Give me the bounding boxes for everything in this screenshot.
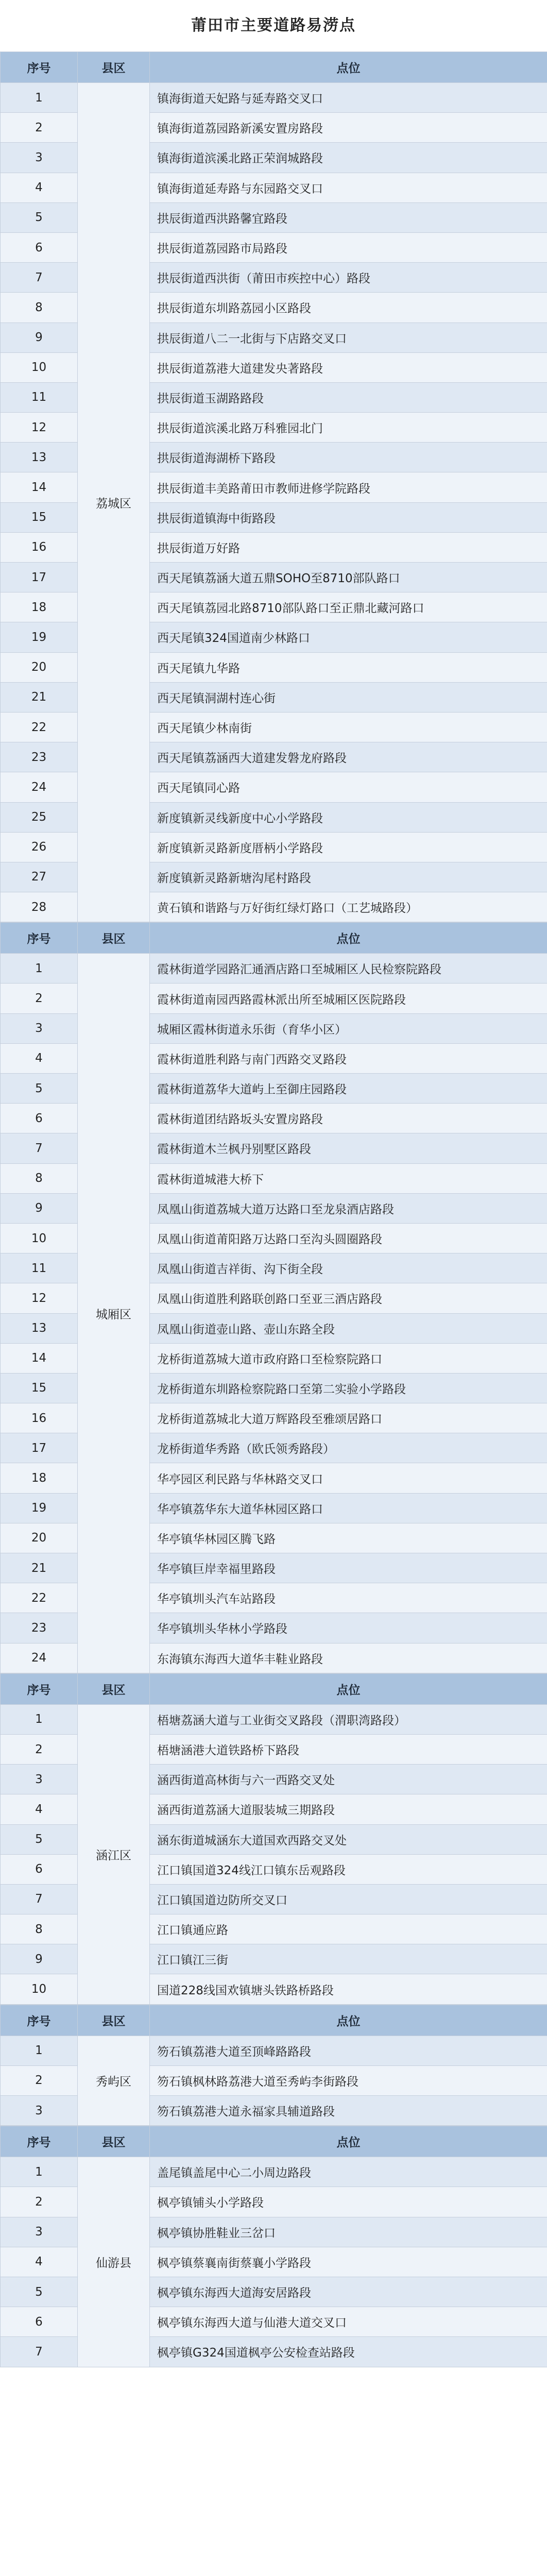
location-cell: 西天尾镇324国道南少林路口 (150, 622, 547, 652)
location-cell: 霞林街道荔华大道屿上至御庄园路段 (150, 1074, 547, 1104)
location-cell: 江口镇江三街 (150, 1944, 547, 1974)
page-title: 莆田市主要道路易涝点 (191, 16, 356, 35)
location-cell: 拱辰街道玉湖路路段 (150, 382, 547, 412)
serial-number-cell: 19 (1, 622, 78, 652)
location-cell: 新度镇新灵路新塘沟尾村路段 (150, 862, 547, 892)
location-cell: 笏石镇荔港大道永福家具辅道路段 (150, 2096, 547, 2126)
location-cell: 笏石镇荔港大道至顶峰路路段 (150, 2036, 547, 2065)
serial-number-cell: 21 (1, 1553, 78, 1583)
serial-number-cell: 15 (1, 1373, 78, 1403)
location-cell: 拱辰街道荔港大道建发央著路段 (150, 352, 547, 382)
serial-number-cell: 23 (1, 742, 78, 772)
serial-number-cell: 16 (1, 1403, 78, 1433)
location-cell: 霞林街道城港大桥下 (150, 1163, 547, 1193)
serial-number-cell: 4 (1, 2247, 78, 2277)
waterlogging-table-container (0, 52, 547, 2367)
location-cell: 梧塘荔涵大道与工业街交叉路段（渭职湾路段） (150, 1704, 547, 1734)
serial-number-cell: 9 (1, 1944, 78, 1974)
location-cell: 西天尾镇荔涵大道五鼎SOHO至8710部队路口 (150, 563, 547, 592)
serial-number-cell: 23 (1, 1613, 78, 1643)
serial-number-cell: 24 (1, 772, 78, 802)
location-cell: 涵西街道荔涵大道服装城三期路段 (150, 1794, 547, 1824)
serial-number-cell: 2 (1, 2187, 78, 2217)
serial-number-cell: 7 (1, 1884, 78, 1914)
serial-number-cell: 8 (1, 1163, 78, 1193)
location-cell: 盖尾镇盖尾中心二小周边路段 (150, 2157, 547, 2187)
table-row (1, 2157, 547, 2187)
location-cell: 城厢区霞林街道永乐街（育华小区） (150, 1013, 547, 1043)
location-cell: 凤凰山街道壶山路、壶山东路全段 (150, 1313, 547, 1343)
serial-number-cell: 14 (1, 1343, 78, 1373)
table-header-row (1, 2005, 547, 2036)
location-cell: 江口镇通应路 (150, 1914, 547, 1944)
header-serial-number: 序号 (1, 52, 78, 83)
location-cell: 拱辰街道镇海中街路段 (150, 502, 547, 532)
serial-number-cell: 14 (1, 472, 78, 502)
district-table (0, 2005, 547, 2126)
header-serial-number: 序号 (1, 2005, 78, 2036)
serial-number-cell: 4 (1, 1794, 78, 1824)
location-cell: 西天尾镇九华路 (150, 652, 547, 682)
serial-number-cell: 9 (1, 1193, 78, 1223)
serial-number-cell: 5 (1, 1074, 78, 1104)
serial-number-cell: 13 (1, 443, 78, 472)
district-cell: 城厢区 (78, 954, 150, 1673)
serial-number-cell: 22 (1, 1583, 78, 1613)
location-cell: 拱辰街道八二一北街与下店路交叉口 (150, 323, 547, 352)
serial-number-cell: 8 (1, 293, 78, 323)
location-cell: 凤凰山街道荔城大道万达路口至龙泉酒店路段 (150, 1193, 547, 1223)
serial-number-cell: 7 (1, 263, 78, 293)
location-cell: 拱辰街道滨溪北路万科雅园北门 (150, 413, 547, 443)
serial-number-cell: 16 (1, 532, 78, 562)
serial-number-cell: 7 (1, 1133, 78, 1163)
serial-number-cell: 9 (1, 323, 78, 352)
header-district: 县区 (78, 2005, 150, 2036)
location-cell: 东海镇东海西大道华丰鞋业路段 (150, 1643, 547, 1673)
location-cell: 龙桥街道东圳路检察院路口至第二实验小学路段 (150, 1373, 547, 1403)
serial-number-cell: 2 (1, 1734, 78, 1764)
serial-number-cell: 6 (1, 232, 78, 262)
header-district: 县区 (78, 923, 150, 954)
header-location: 点位 (150, 923, 547, 954)
location-cell: 霞林街道木兰枫丹别墅区路段 (150, 1133, 547, 1163)
serial-number-cell: 25 (1, 802, 78, 832)
location-cell: 枫亭镇铺头小学路段 (150, 2187, 547, 2217)
location-cell: 华亭镇圳头华林小学路段 (150, 1613, 547, 1643)
serial-number-cell: 1 (1, 954, 78, 984)
location-cell: 华亭镇圳头汽车站路段 (150, 1583, 547, 1613)
table-header-row (1, 52, 547, 83)
header-serial-number: 序号 (1, 2126, 78, 2157)
serial-number-cell: 5 (1, 202, 78, 232)
location-cell: 新度镇新灵路新度厝柄小学路段 (150, 832, 547, 862)
header-location: 点位 (150, 2126, 547, 2157)
serial-number-cell: 15 (1, 502, 78, 532)
header-location: 点位 (150, 1673, 547, 1704)
serial-number-cell: 2 (1, 113, 78, 143)
location-cell: 龙桥街道荔城大道市政府路口至检察院路口 (150, 1343, 547, 1373)
serial-number-cell: 10 (1, 352, 78, 382)
serial-number-cell: 10 (1, 1223, 78, 1253)
location-cell: 华亭镇巨岸幸福里路段 (150, 1553, 547, 1583)
serial-number-cell: 24 (1, 1643, 78, 1673)
serial-number-cell: 8 (1, 1914, 78, 1944)
district-table (0, 1673, 547, 2005)
location-cell: 凤凰山街道莆阳路万达路口至沟头圆圈路段 (150, 1223, 547, 1253)
location-cell: 西天尾镇荔涵西大道建发磐龙府路段 (150, 742, 547, 772)
location-cell: 西天尾镇同心路 (150, 772, 547, 802)
district-table (0, 2126, 547, 2367)
location-cell: 拱辰街道丰美路莆田市教师进修学院路段 (150, 472, 547, 502)
district-table (0, 922, 547, 1673)
header-serial-number: 序号 (1, 923, 78, 954)
location-cell: 拱辰街道西洪路馨宜路段 (150, 202, 547, 232)
serial-number-cell: 21 (1, 682, 78, 712)
district-cell: 秀屿区 (78, 2036, 150, 2126)
serial-number-cell: 7 (1, 2337, 78, 2367)
serial-number-cell: 22 (1, 712, 78, 742)
header-district: 县区 (78, 2126, 150, 2157)
serial-number-cell: 12 (1, 1283, 78, 1313)
location-cell: 笏石镇枫林路荔港大道至秀屿李街路段 (150, 2065, 547, 2095)
serial-number-cell: 1 (1, 83, 78, 113)
location-cell: 西天尾镇荔园北路8710部队路口至正鼎北藏河路口 (150, 592, 547, 622)
location-cell: 枫亭镇东海西大道海安居路段 (150, 2277, 547, 2307)
district-cell: 涵江区 (78, 1704, 150, 2004)
table-row (1, 954, 547, 984)
location-cell: 新度镇新灵线新度中心小学路段 (150, 802, 547, 832)
location-cell: 凤凰山街道吉祥街、沟下街全段 (150, 1253, 547, 1283)
header-district: 县区 (78, 52, 150, 83)
serial-number-cell: 26 (1, 832, 78, 862)
serial-number-cell: 11 (1, 382, 78, 412)
location-cell: 黄石镇和谐路与万好街红绿灯路口（工艺城路段） (150, 892, 547, 922)
serial-number-cell: 4 (1, 173, 78, 202)
location-cell: 江口镇国道324线江口镇东岳观路段 (150, 1854, 547, 1884)
header-serial-number: 序号 (1, 1673, 78, 1704)
location-cell: 国道228线国欢镇塘头铁路桥路段 (150, 1974, 547, 2004)
location-cell: 枫亭镇东海西大道与仙港大道交叉口 (150, 2307, 547, 2337)
location-cell: 拱辰街道海湖桥下路段 (150, 443, 547, 472)
serial-number-cell: 3 (1, 1765, 78, 1794)
location-cell: 江口镇国道边防所交叉口 (150, 1884, 547, 1914)
table-header-row (1, 1673, 547, 1704)
district-cell: 仙游县 (78, 2157, 150, 2367)
location-cell: 华亭镇荔华东大道华林园区路口 (150, 1493, 547, 1523)
serial-number-cell: 3 (1, 2217, 78, 2247)
serial-number-cell: 6 (1, 1854, 78, 1884)
location-cell: 霞林街道学园路汇通酒店路口至城厢区人民检察院路段 (150, 954, 547, 984)
serial-number-cell: 20 (1, 1523, 78, 1553)
location-cell: 镇海街道天妃路与延寿路交叉口 (150, 83, 547, 113)
location-cell: 镇海街道荔园路新溪安置房路段 (150, 113, 547, 143)
district-table (0, 52, 547, 922)
location-cell: 龙桥街道荔城北大道万辉路段至雅颂居路口 (150, 1403, 547, 1433)
serial-number-cell: 3 (1, 143, 78, 173)
location-cell: 枫亭镇G324国道枫亭公安检查站路段 (150, 2337, 547, 2367)
serial-number-cell: 18 (1, 1463, 78, 1493)
location-cell: 霞林街道南园西路霞林派出所至城厢区医院路段 (150, 984, 547, 1013)
serial-number-cell: 13 (1, 1313, 78, 1343)
location-cell: 拱辰街道荔园路市局路段 (150, 232, 547, 262)
table-header-row (1, 923, 547, 954)
serial-number-cell: 3 (1, 1013, 78, 1043)
serial-number-cell: 5 (1, 1824, 78, 1854)
serial-number-cell: 11 (1, 1253, 78, 1283)
serial-number-cell: 20 (1, 652, 78, 682)
serial-number-cell: 17 (1, 1433, 78, 1463)
table-row (1, 83, 547, 113)
location-cell: 凤凰山街道胜利路联创路口至亚三酒店路段 (150, 1283, 547, 1313)
serial-number-cell: 2 (1, 984, 78, 1013)
table-row (1, 2036, 547, 2065)
table-header-row (1, 2126, 547, 2157)
header-location: 点位 (150, 2005, 547, 2036)
location-cell: 霞林街道团结路坂头安置房路段 (150, 1104, 547, 1133)
location-cell: 西天尾镇少林南街 (150, 712, 547, 742)
serial-number-cell: 27 (1, 862, 78, 892)
serial-number-cell: 18 (1, 592, 78, 622)
header-location: 点位 (150, 52, 547, 83)
location-cell: 镇海街道延寿路与东园路交叉口 (150, 173, 547, 202)
location-cell: 华亭镇华林园区腾飞路 (150, 1523, 547, 1553)
serial-number-cell: 17 (1, 563, 78, 592)
serial-number-cell: 12 (1, 413, 78, 443)
location-cell: 华亭园区利民路与华林路交叉口 (150, 1463, 547, 1493)
serial-number-cell: 1 (1, 2036, 78, 2065)
serial-number-cell: 28 (1, 892, 78, 922)
location-cell: 西天尾镇洞湖村连心街 (150, 682, 547, 712)
table-row (1, 1704, 547, 1734)
serial-number-cell: 1 (1, 1704, 78, 1734)
serial-number-cell: 3 (1, 2096, 78, 2126)
location-cell: 拱辰街道万好路 (150, 532, 547, 562)
location-cell: 霞林街道胜利路与南门西路交叉路段 (150, 1043, 547, 1073)
serial-number-cell: 10 (1, 1974, 78, 2004)
serial-number-cell: 5 (1, 2277, 78, 2307)
location-cell: 拱辰街道西洪街（莆田市疾控中心）路段 (150, 263, 547, 293)
serial-number-cell: 6 (1, 2307, 78, 2337)
serial-number-cell: 2 (1, 2065, 78, 2095)
location-cell: 拱辰街道东圳路荔园小区路段 (150, 293, 547, 323)
serial-number-cell: 4 (1, 1043, 78, 1073)
location-cell: 枫亭镇蔡襄南街蔡襄小学路段 (150, 2247, 547, 2277)
header-district: 县区 (78, 1673, 150, 1704)
serial-number-cell: 6 (1, 1104, 78, 1133)
location-cell: 涵西街道高林街与六一西路交叉处 (150, 1765, 547, 1794)
location-cell: 镇海街道滨溪北路正荣润城路段 (150, 143, 547, 173)
location-cell: 涵东街道城涵东大道国欢西路交叉处 (150, 1824, 547, 1854)
serial-number-cell: 1 (1, 2157, 78, 2187)
location-cell: 龙桥街道华秀路（欧氏领秀路段） (150, 1433, 547, 1463)
location-cell: 梧塘涵港大道铁路桥下路段 (150, 1734, 547, 1764)
location-cell: 枫亭镇协胜鞋业三岔口 (150, 2217, 547, 2247)
district-cell: 荔城区 (78, 83, 150, 922)
serial-number-cell: 19 (1, 1493, 78, 1523)
